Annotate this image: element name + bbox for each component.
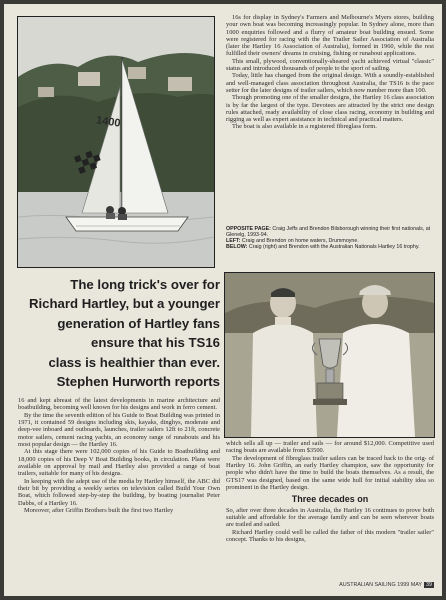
sail-number-text: 1400 <box>95 114 122 130</box>
caption <box>226 244 434 250</box>
sailing-boat-photo <box>17 16 215 268</box>
paragraph: The development of fibreglass trailer sailers can be traced back to the orig- of Hartley 16. John Griffin, an early Hartley champion, saw the opportunity for people who didn't have the time to build the boats themselves. As a result, the GTS17 was designed, based on the same wide hull for initial stability idea so prominent in the Hartley design. <box>226 454 434 492</box>
paragraph: Richard Hartley could well be called the father of this modern "trailer sailer" concept. Thanks to his designs, <box>226 528 434 544</box>
paragraph: By the time the seventh edition of his Guide to Boat Building was printed in 1971, it contained 59 designs including skis, kayaks, dinghys, moderate and deep-vee inboard and outboards, launches, trailer sailers 12ft to 21ft, concrete motor sailers, cement racing yachts, an economy range of runabouts and his most popular design — the Hartley 16. <box>18 411 220 449</box>
headline-line: ensure that his TS16 <box>91 335 220 351</box>
headline-line: generation of Hartley fans <box>57 315 220 331</box>
paragraph: So, after over three decades in Australia, the Hartley 16 continues to prove both suitable and affordable for the average family and can be seen wherever boats are trailed and sailed. <box>226 506 434 529</box>
caption-text: Craig (right) and Brendon with the Australian Nationals Hartley 16 trophy. <box>248 244 420 251</box>
paragraph: Moreover, after Griffin Brothers built the first two Hartley <box>24 507 174 515</box>
headline-line: Richard Hartley, but a younger <box>28 296 220 312</box>
paragraph: In keeping with the adept use of the media by Hartley himself, the ABC did their bit by providing a weekly series on television called Build Your Own Boat, which followed step-by-step the building, by boating journalist Peter Dabbs, of a Hartley 16. <box>18 477 220 507</box>
page-footer <box>310 582 434 588</box>
headline-line: The long trick's over for <box>70 277 220 292</box>
caption-label: LEFT: <box>226 238 241 245</box>
headline-line: Stephen Hurworth reports <box>56 374 220 390</box>
paragraph: 16s for display in Sydney's Farmers and Melbourne's Myers stores, building your own boat was becoming increasingly popular. In Sydney alone, more than 1000 enquiries followed and a flurry of amateur boat building ensued. Some were registered for racing with the the Trailer Sailer Association of Australia (later the Hartley 16 Association of Australia), formed in 1960, while the rest fulfilled their owners' dreams in cruising, fishing or runabout applications. <box>226 14 434 58</box>
paragraph: 16 and kept abreast of the latest developments in marine architecture and boatbuilding, becoming well known for his designs and work in ferro cement. <box>18 397 220 412</box>
caption-label: BELOW: <box>226 244 248 251</box>
paragraph: Today, little has changed from the original design. With a soundly-established and well-managed class association throughout Australia, the TS16 is the pace setter for the later designs of trailer sailers, which now number more than 100. <box>226 72 434 94</box>
paragraph: At this stage there were 102,000 copies of his Guide to Boatbuilding and 18,000 copies of his Deep V Boat Building books, in circulation. Plans were available on approval by mail and Hartley also provided a range of boat trailers, suitable for many of his designs. <box>18 448 220 478</box>
caption-text: Craig and Brendon on home waters, Drummoyne. <box>241 238 359 245</box>
headline-line: class is healthier than ever. <box>48 354 220 370</box>
footer-magazine-text: AUSTRALIAN SAILING 1999 MAY <box>339 582 422 588</box>
caption-text: Craig Jeffs and Brendon Bilsborough winning their first nationals, at Glenelg, 1993-94. <box>226 226 431 239</box>
article-text-right-top <box>226 14 434 131</box>
article-text-right-bottom <box>226 440 434 543</box>
trophy-photo <box>224 272 435 438</box>
paragraph: which sells all up — trailer and sails — for around $12,000. Competitive used racing boats are available from $3500. <box>226 440 434 455</box>
magazine-page <box>4 4 442 596</box>
photo-captions <box>226 226 434 250</box>
paragraph: Though promoting one of the smaller designs, the Hartley 16 class association is by far the largest of the type. Devotees are attracted by the strict one design rules attached, ready availability of close class racing, economy in building and rigging as well as expert assistance in technical and practical matters. <box>226 94 434 124</box>
section-subheading: Three decades on <box>291 494 369 505</box>
caption-label: OPPOSITE PAGE: <box>226 226 271 232</box>
article-headline <box>16 275 220 391</box>
page-number: 39 <box>426 582 432 588</box>
paragraph: This small, plywood, conventionally-sheared yacht achieved virtual "classic" status and introduced thousands of people to the sport of sailing. <box>226 57 434 73</box>
paragraph: The boat is also available in a registered fibreglass form. <box>232 123 377 131</box>
article-text-left-bottom <box>18 397 220 515</box>
caption <box>226 226 434 238</box>
